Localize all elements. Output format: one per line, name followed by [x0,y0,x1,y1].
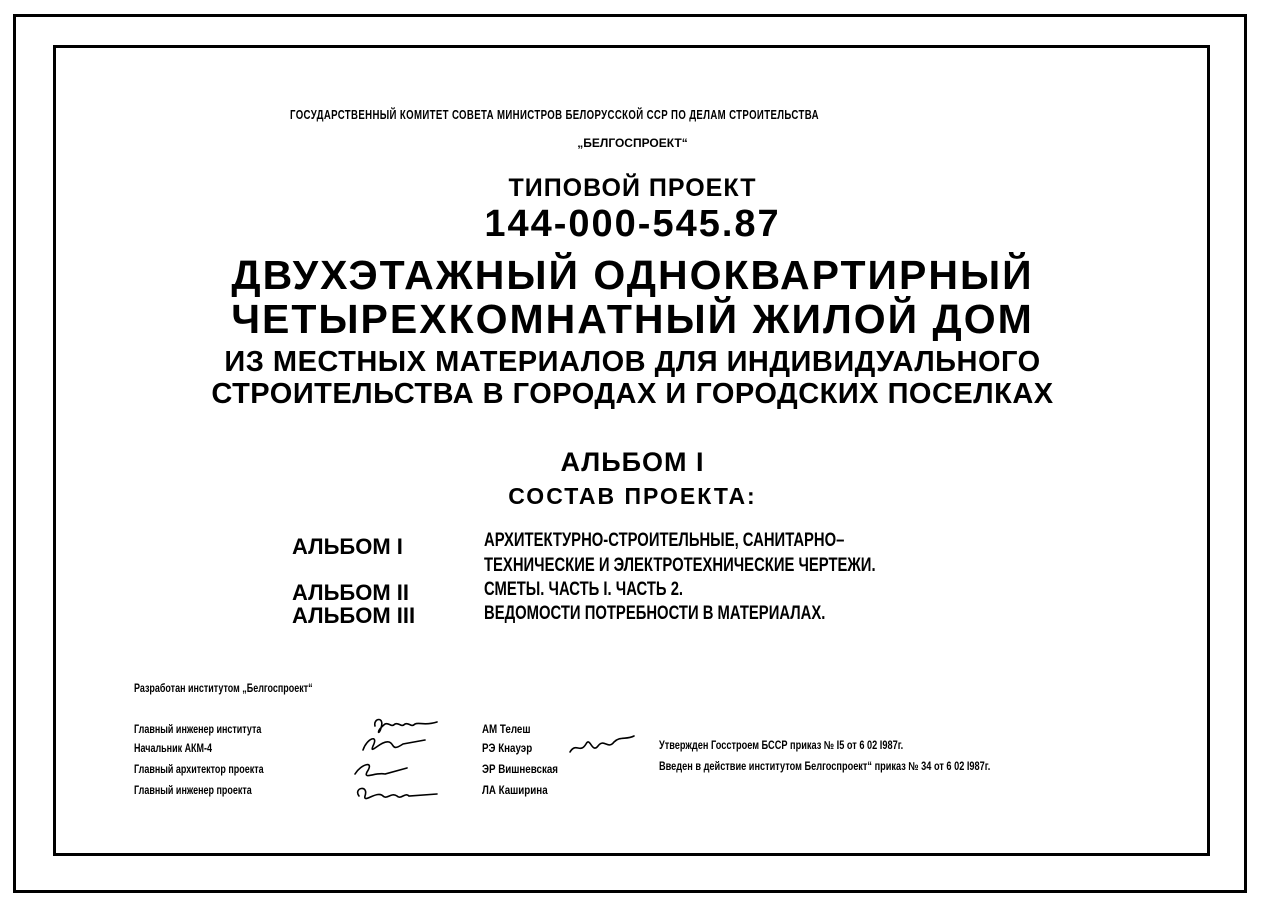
organization-name: „БЕЛГОСПРОЕКТ“ [577,136,688,150]
composition-album-3: АЛЬБОМ III [292,603,416,628]
committee-line: ГОСУДАРСТВЕННЫЙ КОМИТЕТ СОВЕТА МИНИСТРОВ БЕЛОРУССКОЙ ССР ПО ДЕЛАМ СТРОИТЕЛЬСТВА [290,107,819,122]
project-subtitle-line2: СТРОИТЕЛЬСТВА В ГОРОДАХ И ГОРОДСКИХ ПОСЕЛКАХ [211,378,1054,410]
knauer-signature [568,730,638,760]
staff-role-4: Главный инженер проекта [134,785,252,797]
staff-name-1: АМ Телеш [482,724,531,736]
composition-album-2: АЛЬБОМ II [292,580,409,605]
composition-desc-1b: ТЕХНИЧЕСКИЕ И ЭЛЕКТРОТЕХНИЧЕСКИЕ ЧЕРТЕЖИ. [484,555,876,576]
signatures-graphic [345,712,485,812]
staff-role-3: Главный архитектор проекта [134,764,264,776]
approval-line: Утвержден Госстроем БССР приказ № I5 от 6 02 I987г. [659,740,904,752]
composition-album-1: АЛЬБОМ I [292,534,403,559]
staff-role-1: Главный инженер института [134,724,262,736]
project-number: 144-000-545.87 [484,203,781,245]
composition-desc-2: СМЕТЫ. ЧАСТЬ I. ЧАСТЬ 2. [484,579,684,600]
staff-name-3: ЭР Вишневская [482,764,558,776]
composition-desc-3: ВЕДОМОСТИ ПОТРЕБНОСТИ В МАТЕРИАЛАХ. [484,603,826,624]
staff-name-2: РЭ Кнауэр [482,743,533,755]
developed-by: Разработан институтом „Белгоспроект“ [134,683,313,695]
composition-heading: СОСТАВ ПРОЕКТА: [508,483,757,509]
album-number: АЛЬБОМ I [560,447,705,477]
staff-role-2: Начальник АКМ-4 [134,743,212,755]
composition-desc-1a: АРХИТЕКТУРНО-СТРОИТЕЛЬНЫЕ, САНИТАРНО– [484,530,845,551]
project-title-line2: ЧЕТЫРЕХКОМНАТНЫЙ ЖИЛОЙ ДОМ [231,296,1034,342]
project-subtitle-line1: ИЗ МЕСТНЫХ МАТЕРИАЛОВ ДЛЯ ИНДИВИДУАЛЬНОГО [224,346,1041,378]
staff-name-4: ЛА Каширина [482,785,548,797]
project-type-label: ТИПОВОЙ ПРОЕКТ [508,174,757,202]
project-title-line1: ДВУХЭТАЖНЫЙ ОДНОКВАРТИРНЫЙ [231,252,1034,298]
introduction-line: Введен в действие институтом Белгоспроект“ приказ № 34 от 6 02 I987г. [659,761,991,773]
